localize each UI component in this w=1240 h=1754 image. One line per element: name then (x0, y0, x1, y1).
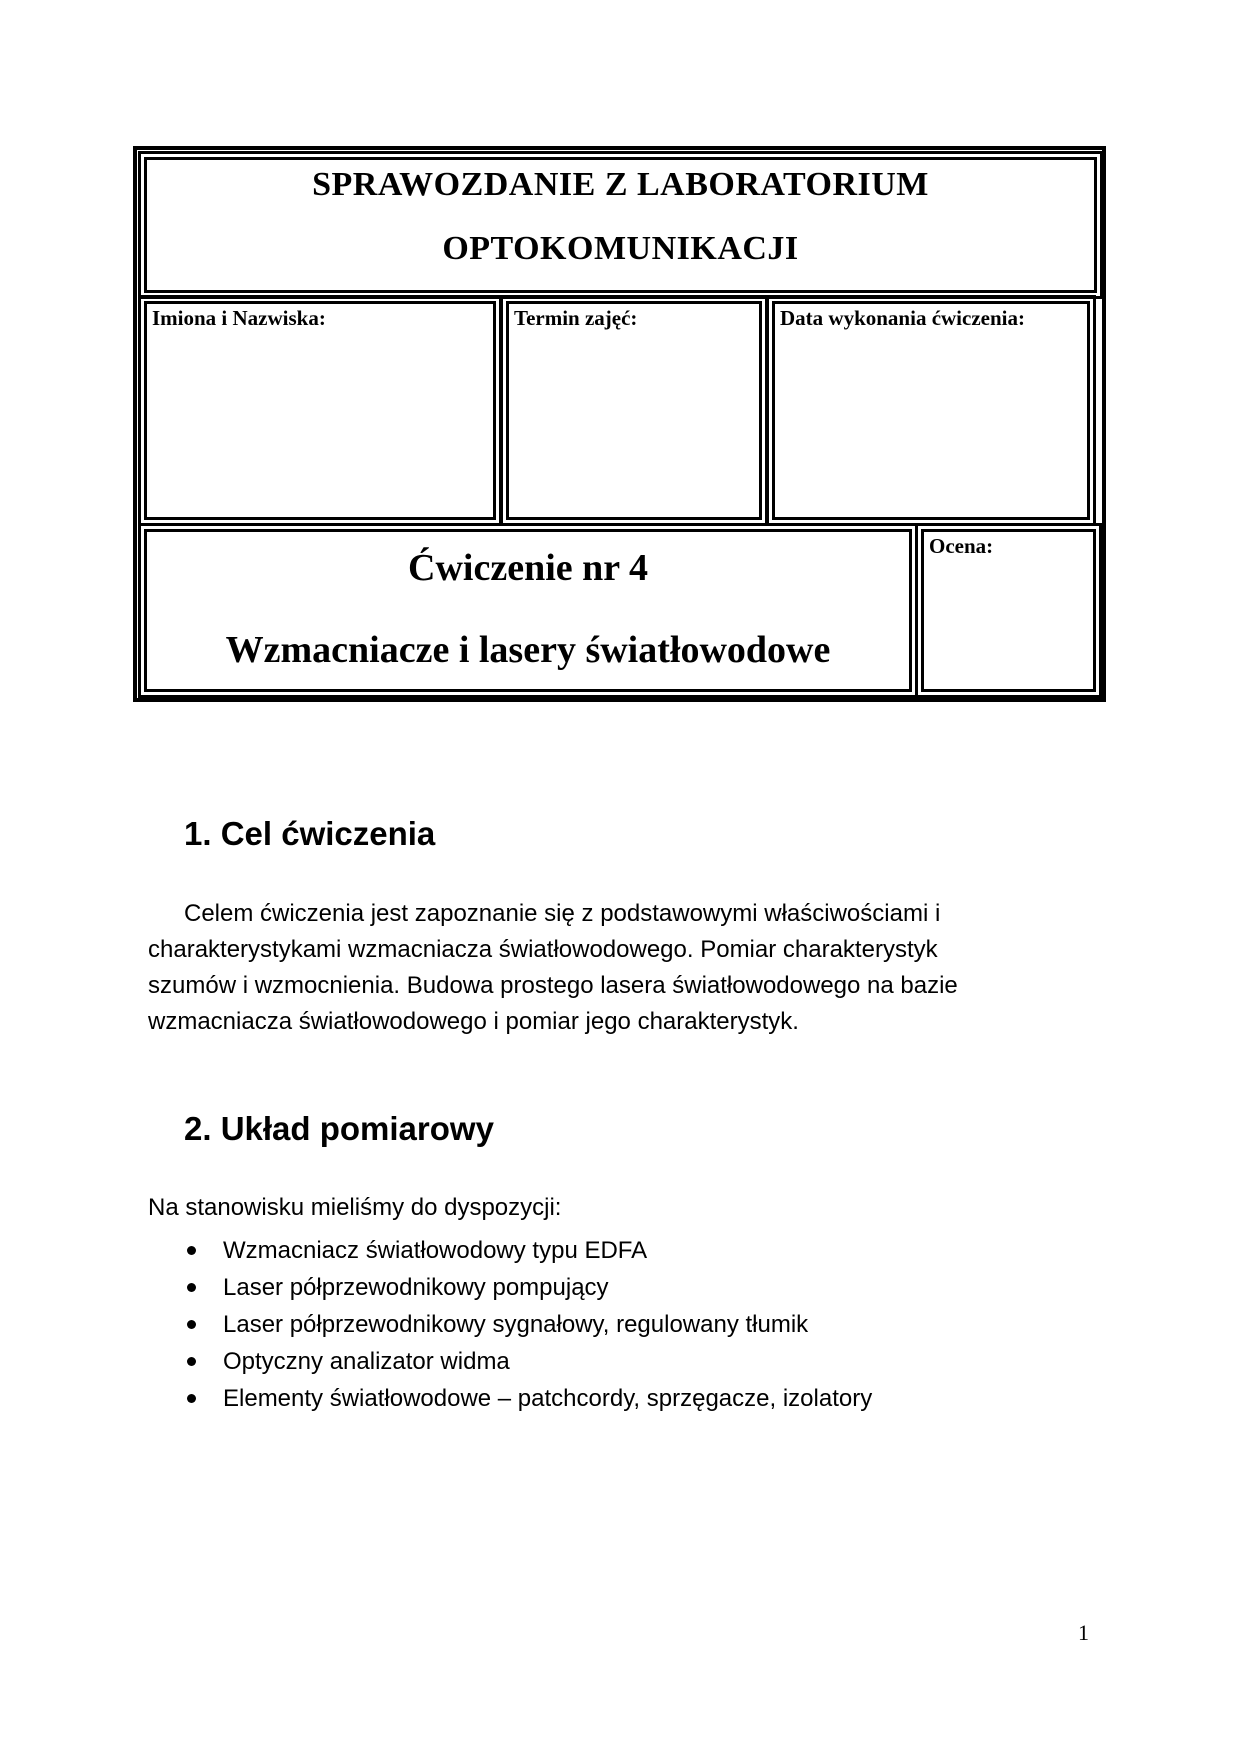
list-item-text: Laser półprzewodnikowy pompujący (223, 1274, 609, 1301)
list-item-text: Laser półprzewodnikowy sygnałowy, regulowany tłumik (223, 1311, 809, 1338)
exercise-cell (144, 529, 912, 692)
report-title-line1: SPRAWOZDANIE Z LABORATORIUM (312, 166, 929, 203)
page-number: 1 (1078, 1620, 1089, 1645)
section1-line-2: charakterystykami wzmacniacza światłowodowego. Pomiar charakterystyk (148, 936, 938, 963)
section1-heading: 1. Cel ćwiczenia (184, 815, 436, 852)
date-cell (772, 301, 1090, 520)
section1-line-1: Celem ćwiczenia jest zapoznanie się z podstawowymi właściwościami i (184, 900, 941, 927)
grade-label: Ocena: (929, 534, 994, 558)
list-item (148, 1380, 872, 1417)
grade-cell (921, 529, 1096, 692)
section2-heading: 2. Układ pomiarowy (184, 1110, 494, 1147)
exercise-title: Wzmacniacze i lasery światłowodowe (225, 629, 831, 671)
list-item-text: Optyczny analizator widma (223, 1348, 510, 1375)
equipment-list (148, 1232, 872, 1417)
bullet-icon (187, 1246, 196, 1255)
bullet-icon (187, 1357, 196, 1366)
list-item (148, 1343, 872, 1380)
list-item-text: Wzmacniacz światłowodowy typu EDFA (223, 1237, 648, 1264)
section1-line-4: wzmacniacza światłowodowego i pomiar jego charakterystyk. (148, 1008, 799, 1035)
names-label: Imiona i Nazwiska: (152, 306, 326, 330)
list-item (148, 1306, 872, 1343)
section2-intro: Na stanowisku mieliśmy do dyspozycji: (148, 1194, 562, 1221)
bullet-icon (187, 1283, 196, 1292)
title-box (144, 157, 1097, 293)
term-cell (506, 301, 762, 520)
bullet-icon (187, 1320, 196, 1329)
list-item-text: Elementy światłowodowe – patchcordy, sprzęgacze, izolatory (223, 1385, 873, 1412)
list-item (148, 1269, 872, 1306)
term-label: Termin zajęć: (514, 306, 638, 330)
exercise-number: Ćwiczenie nr 4 (408, 547, 648, 589)
date-label: Data wykonania ćwiczenia: (780, 306, 1025, 330)
list-item (148, 1232, 872, 1269)
section1-line-3: szumów i wzmocnienia. Budowa prostego lasera światłowodowego na bazie (148, 972, 958, 999)
report-title-line2: OPTOKOMUNIKACJI (442, 230, 799, 267)
names-cell (144, 301, 496, 520)
bullet-icon (187, 1394, 196, 1403)
